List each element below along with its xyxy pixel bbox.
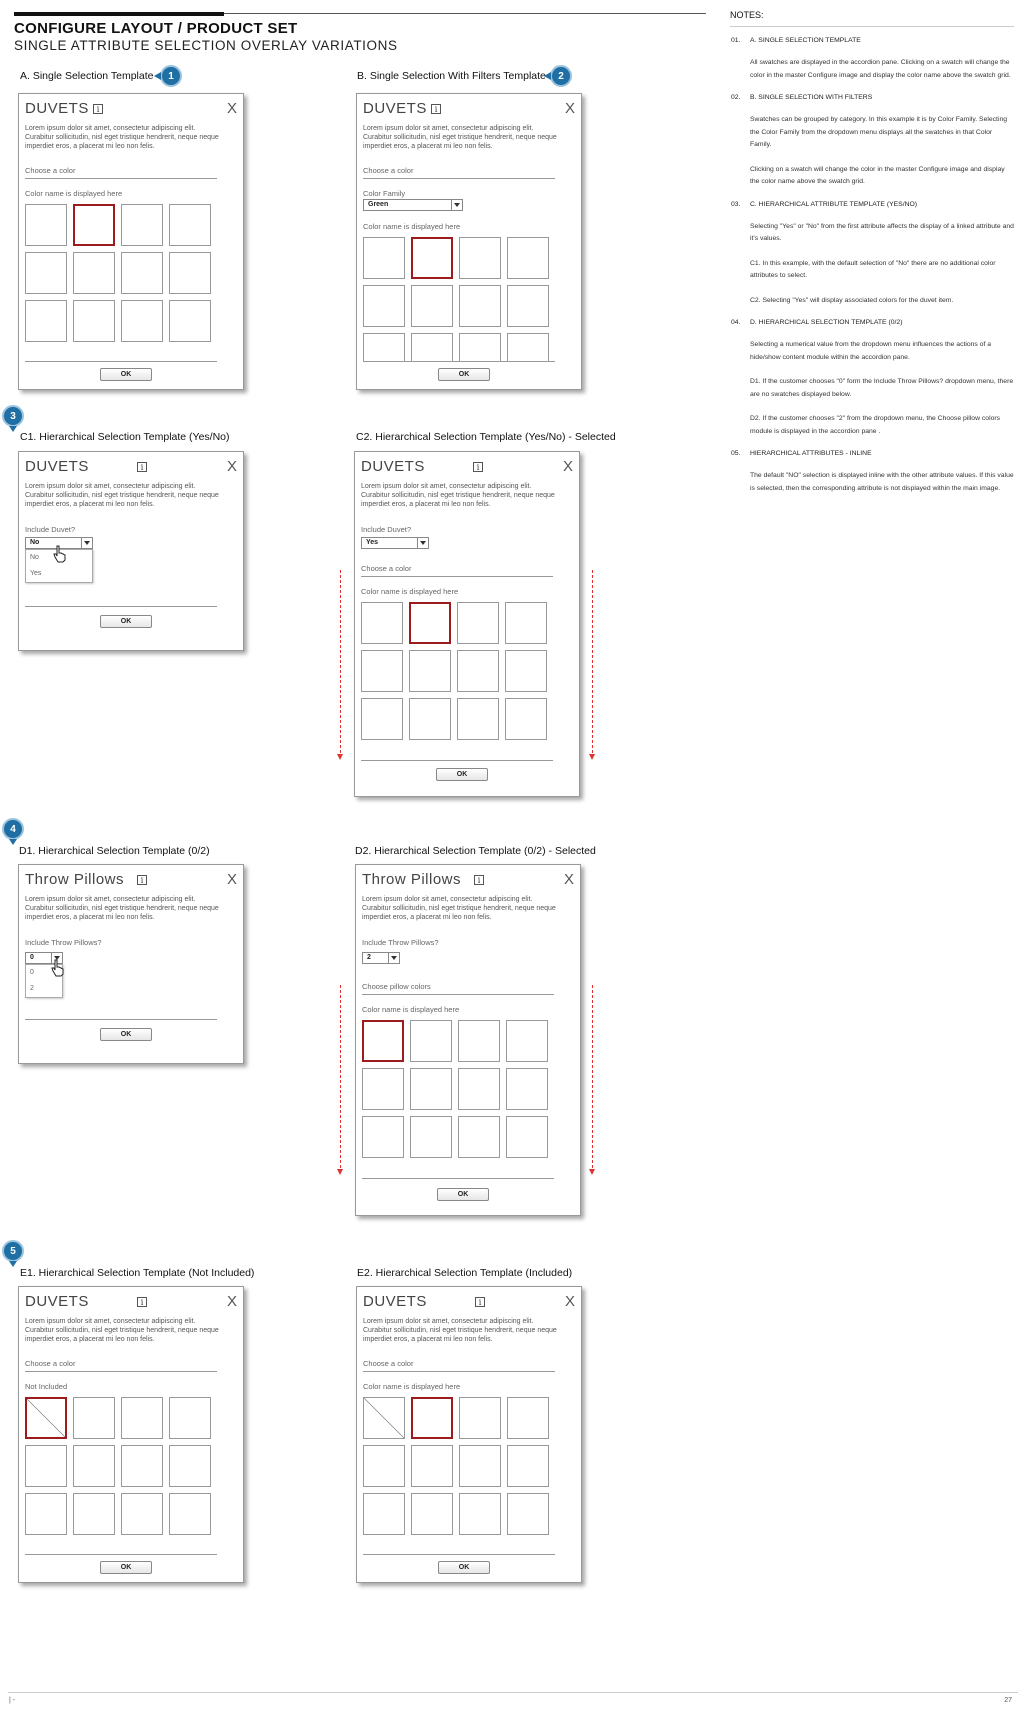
swatch-grid: [361, 602, 547, 740]
divider: [25, 606, 217, 607]
swatch[interactable]: [73, 300, 115, 342]
close-button[interactable]: X: [564, 100, 575, 117]
dropdown-value: 0: [30, 954, 34, 961]
close-button[interactable]: X: [563, 871, 574, 888]
swatch[interactable]: [507, 1493, 549, 1535]
swatch[interactable]: [459, 1493, 501, 1535]
flow-arrow-down: [340, 570, 341, 758]
dialog-d1: [18, 864, 244, 1064]
note-04-heading: [730, 319, 1015, 326]
swatch[interactable]: [361, 602, 403, 644]
notes-panel: [730, 10, 1015, 507]
dialog-e1: [18, 1286, 244, 1583]
dialog-description: Lorem ipsum dolor sit amet, consectetur adipiscing elit. Curabitur sollicitudin, nisl eget tristique hendrerit, neque neque imperdiet eros, a placerat mi leo non felis.: [25, 125, 219, 150]
close-button[interactable]: X: [226, 1293, 237, 1310]
note-01-heading: [730, 37, 1015, 44]
note-heading-text: C. HIERARCHICAL ATTRIBUTE TEMPLATE (YES/NO): [750, 200, 918, 208]
dropdown-value: 2: [367, 954, 371, 961]
dialog-title: DUVETS: [363, 100, 427, 117]
swatch-selected[interactable]: [409, 602, 451, 644]
swatch[interactable]: [457, 602, 499, 644]
footer-rule: [8, 1692, 1018, 1693]
info-icon[interactable]: i: [473, 462, 483, 472]
swatch[interactable]: [411, 285, 453, 327]
divider: [363, 1554, 555, 1555]
swatch-not-included[interactable]: [25, 1397, 67, 1439]
swatch[interactable]: [363, 285, 405, 327]
info-icon[interactable]: i: [474, 875, 484, 885]
ok-button[interactable]: OK: [100, 1561, 152, 1574]
dialog-c2: [354, 451, 580, 797]
swatch[interactable]: [169, 204, 211, 246]
flow-arrow-down: [592, 985, 593, 1173]
color-family-label: Color Family: [363, 189, 406, 198]
divider: [362, 1178, 554, 1179]
swatch[interactable]: [169, 252, 211, 294]
swatch[interactable]: [459, 1397, 501, 1439]
swatch-grid: [363, 237, 549, 361]
swatch[interactable]: [409, 698, 451, 740]
include-pillows-label: Include Throw Pillows?: [362, 938, 439, 947]
swatch[interactable]: [361, 650, 403, 692]
swatch[interactable]: [507, 237, 549, 279]
notes-title: NOTES:: [730, 10, 764, 20]
swatch[interactable]: [121, 1493, 163, 1535]
swatch[interactable]: [121, 1397, 163, 1439]
swatch[interactable]: [505, 602, 547, 644]
swatch[interactable]: [25, 252, 67, 294]
swatch[interactable]: [457, 698, 499, 740]
note-paragraph: Selecting "Yes" or "No" from the first attribute affects the display of a linked attribute and it's values.: [750, 222, 1014, 242]
note-number: 05.: [731, 450, 741, 457]
swatch[interactable]: [507, 1397, 549, 1439]
include-pillows-dropdown[interactable]: [362, 952, 400, 964]
note-number: 04.: [731, 319, 741, 326]
ok-button[interactable]: OK: [438, 1561, 490, 1574]
dropdown-value: Yes: [366, 539, 379, 546]
dialog-description: Lorem ipsum dolor sit amet, consectetur adipiscing elit. Curabitur sollicitudin, nisl eget tristique hendrerit, neque neque imperdiet eros, a placerat mi leo non felis.: [361, 483, 555, 508]
ok-button[interactable]: OK: [100, 1028, 152, 1041]
swatch[interactable]: [459, 237, 501, 279]
info-icon[interactable]: i: [93, 104, 103, 114]
callout-badge-5: 5: [2, 1240, 24, 1262]
note-heading-text: A. SINGLE SELECTION TEMPLATE: [750, 37, 861, 44]
panel-label-e2: E2. Hierarchical Selection Template (Included): [357, 1267, 573, 1279]
note-number: 01.: [731, 37, 741, 44]
ok-button[interactable]: OK: [100, 615, 152, 628]
color-name-label: Color name is displayed here: [363, 222, 461, 231]
info-icon[interactable]: i: [431, 104, 441, 114]
dialog-title: Throw Pillows: [362, 871, 462, 888]
swatch[interactable]: [411, 1493, 453, 1535]
include-pillows-label: Include Throw Pillows?: [25, 938, 102, 947]
note-paragraph: C1. In this example, with the default selection of "No" there are no additional color attributes to select.: [750, 259, 996, 279]
swatch-grid: [362, 1020, 548, 1158]
swatch[interactable]: [121, 204, 163, 246]
color-name-label: Color name is displayed here: [363, 1382, 461, 1391]
dialog-title: DUVETS: [361, 458, 425, 475]
chevron-down-icon: [417, 538, 428, 548]
flow-arrow-down: [592, 570, 593, 758]
swatch[interactable]: [363, 237, 405, 279]
dialog-description: Lorem ipsum dolor sit amet, consectetur adipiscing elit. Curabitur sollicitudin, nisl eget tristique hendrerit, neque neque imperdiet eros, a placerat mi leo non felis.: [363, 125, 557, 150]
note-paragraph: D1. If the customer chooses "0" form the Include Throw Pillows? dropdown menu, there are no swatches displayed below.: [750, 378, 1014, 398]
dialog-title: DUVETS: [363, 1293, 427, 1310]
dropdown-option-yes[interactable]: Yes: [30, 570, 42, 577]
chevron-down-icon: [81, 538, 92, 548]
callout-badge-4: 4: [2, 818, 24, 840]
close-button[interactable]: X: [226, 871, 237, 888]
swatch[interactable]: [507, 333, 549, 361]
note-paragraph: Selecting a numerical value from the dropdown menu influences the actions of a hide/show content module within the accordion pane.: [750, 341, 992, 361]
dropdown-value: Green: [368, 201, 389, 208]
panel-label-d1: D1. Hierarchical Selection Template (0/2): [19, 845, 210, 857]
swatch[interactable]: [363, 1445, 405, 1487]
panel-label-e1: E1. Hierarchical Selection Template (Not Included): [20, 1267, 255, 1279]
hand-cursor-icon: [53, 545, 67, 563]
divider: [361, 576, 553, 577]
note-heading-text: B. SINGLE SELECTION WITH FILTERS: [750, 94, 873, 101]
swatch[interactable]: [73, 1397, 115, 1439]
choose-pillow-label: Choose pillow colors: [362, 982, 431, 991]
color-name-label: Color name is displayed here: [362, 1005, 460, 1014]
swatch[interactable]: [505, 698, 547, 740]
dialog-title: DUVETS: [25, 458, 89, 475]
divider: [25, 1371, 217, 1372]
divider: [363, 178, 555, 179]
swatch[interactable]: [361, 698, 403, 740]
info-icon[interactable]: i: [475, 1297, 485, 1307]
dialog-c1: [18, 451, 244, 651]
divider: [362, 994, 554, 995]
choose-color-label: Choose a color: [361, 564, 412, 573]
callout-badge-3: 3: [2, 405, 24, 427]
swatch[interactable]: [25, 300, 67, 342]
dropdown-option-0[interactable]: 0: [30, 969, 34, 976]
ok-button[interactable]: OK: [438, 368, 490, 381]
swatch-selected[interactable]: [411, 237, 453, 279]
panel-label-d2: D2. Hierarchical Selection Template (0/2) - Selected: [355, 845, 596, 857]
color-name-label: Color name is displayed here: [25, 189, 123, 198]
close-button[interactable]: X: [226, 100, 237, 117]
hand-cursor-icon: [51, 959, 65, 977]
info-icon[interactable]: i: [137, 875, 147, 885]
dropdown-option-2[interactable]: 2: [30, 985, 34, 992]
swatch[interactable]: [459, 333, 501, 361]
swatch[interactable]: [169, 1397, 211, 1439]
swatch[interactable]: [169, 1493, 211, 1535]
swatch[interactable]: [362, 1068, 404, 1110]
swatch[interactable]: [362, 1116, 404, 1158]
dialog-title: Throw Pillows: [25, 871, 125, 888]
swatch[interactable]: [73, 252, 115, 294]
dialog-description: Lorem ipsum dolor sit amet, consectetur adipiscing elit. Curabitur sollicitudin, nisl eget tristique hendrerit, neque neque imperdiet eros, a placerat mi leo non felis.: [25, 483, 219, 508]
swatch[interactable]: [73, 1445, 115, 1487]
swatch[interactable]: [459, 285, 501, 327]
ok-button[interactable]: OK: [100, 368, 152, 381]
swatch[interactable]: [169, 1445, 211, 1487]
dropdown-value: No: [30, 539, 40, 546]
note-number: 02.: [731, 94, 741, 101]
info-icon[interactable]: i: [137, 1297, 147, 1307]
notes-divider: [730, 26, 1014, 27]
swatch[interactable]: [411, 1445, 453, 1487]
chevron-down-icon: [388, 953, 399, 963]
swatch-grid: [25, 1397, 211, 1535]
swatch[interactable]: [410, 1068, 452, 1110]
header-rule-thin: [224, 13, 706, 14]
not-included-label: Not Included: [25, 1382, 68, 1391]
swatch[interactable]: [25, 1493, 67, 1535]
chevron-down-icon: [451, 200, 462, 210]
swatch[interactable]: [459, 1445, 501, 1487]
note-paragraph: All swatches are displayed in the accordion pane. Clicking on a swatch will change the color in the master Configure image and display the color name above the swatch grid.: [750, 59, 1011, 79]
page-subtitle: SINGLE ATTRIBUTE SELECTION OVERLAY VARIATIONS: [14, 38, 398, 53]
info-icon[interactable]: i: [137, 462, 147, 472]
divider: [25, 1019, 217, 1020]
dialog-description: Lorem ipsum dolor sit amet, consectetur adipiscing elit. Curabitur sollicitudin, nisl eget tristique hendrerit, neque neque imperdiet eros, a placerat mi leo non felis.: [25, 896, 219, 921]
panel-label-b: B. Single Selection With Filters Template: [357, 70, 546, 82]
include-duvet-label: Include Duvet?: [25, 525, 76, 534]
swatch[interactable]: [506, 1068, 548, 1110]
page-title: CONFIGURE LAYOUT / PRODUCT SET: [14, 20, 298, 37]
dialog-description: Lorem ipsum dolor sit amet, consectetur adipiscing elit. Curabitur sollicitudin, nisl eget tristique hendrerit, neque neque imperdiet eros, a placerat mi leo non felis.: [362, 896, 556, 921]
note-paragraph: D2. If the customer chooses "2" from the dropdown menu, the Choose pillow colors module is displayed in the accordion pane .: [750, 415, 1001, 435]
note-heading-text: D. HIERARCHICAL SELECTION TEMPLATE (0/2): [750, 319, 903, 326]
panel-label-a: A. Single Selection Template: [20, 70, 154, 82]
ok-button[interactable]: OK: [437, 1188, 489, 1201]
dialog-description: Lorem ipsum dolor sit amet, consectetur adipiscing elit. Curabitur sollicitudin, nisl eget tristique hendrerit, neque neque imperdiet eros, a placerat mi leo non felis.: [363, 1318, 557, 1343]
dialog-e2: [356, 1286, 582, 1583]
swatch[interactable]: [410, 1116, 452, 1158]
swatch[interactable]: [411, 333, 453, 361]
ok-button[interactable]: OK: [436, 768, 488, 781]
swatch[interactable]: [457, 650, 499, 692]
swatch-scroll-area: [363, 237, 559, 361]
swatch[interactable]: [121, 1445, 163, 1487]
divider: [25, 361, 217, 362]
swatch[interactable]: [73, 1493, 115, 1535]
flow-arrow-down: [340, 985, 341, 1173]
choose-color-label: Choose a color: [363, 166, 414, 175]
header-rule-thick: [14, 12, 224, 16]
include-duvet-label: Include Duvet?: [361, 525, 412, 534]
callout-badge-1: 1: [160, 65, 182, 87]
dialog-b: [356, 93, 582, 390]
page-number: 27: [1004, 1697, 1012, 1704]
swatch[interactable]: [507, 285, 549, 327]
dialog-a: [18, 93, 244, 390]
note-03-heading: [730, 201, 1015, 208]
swatch[interactable]: [25, 1445, 67, 1487]
swatch[interactable]: [169, 300, 211, 342]
swatch[interactable]: [506, 1020, 548, 1062]
swatch[interactable]: [409, 650, 451, 692]
note-02-heading: [730, 94, 1015, 101]
dialog-title: DUVETS: [25, 100, 89, 117]
divider: [363, 1371, 555, 1372]
note-paragraph: Swatches can be grouped by category. In this example it is by Color Family. Selecting the Color Family from the dropdown menu displays all the swatches in that Color Family.: [750, 116, 1008, 148]
swatch[interactable]: [121, 252, 163, 294]
swatch[interactable]: [505, 650, 547, 692]
callout-badge-2: 2: [550, 65, 572, 87]
note-paragraph: The default "NO" selection is displayed inline with the other attribute values. If this value is selected, then the corresponding attribute is not displayed within the main image.: [750, 472, 1014, 492]
divider: [361, 760, 553, 761]
swatch[interactable]: [410, 1020, 452, 1062]
swatch[interactable]: [363, 1493, 405, 1535]
swatch[interactable]: [25, 204, 67, 246]
divider: [25, 178, 217, 179]
swatch-selected[interactable]: [362, 1020, 404, 1062]
note-paragraph: C2. Selecting "Yes" will display associated colors for the duvet item.: [750, 296, 954, 304]
swatch[interactable]: [458, 1068, 500, 1110]
dialog-title: DUVETS: [25, 1293, 89, 1310]
include-duvet-dropdown[interactable]: [361, 537, 429, 549]
divider: [25, 1554, 217, 1555]
panel-label-c1: C1. Hierarchical Selection Template (Yes/No): [20, 431, 230, 443]
swatch[interactable]: [506, 1116, 548, 1158]
swatch-selected[interactable]: [411, 1397, 453, 1439]
swatch[interactable]: [507, 1445, 549, 1487]
swatch[interactable]: [363, 333, 405, 361]
note-05-heading: [730, 450, 1015, 457]
note-paragraph: Clicking on a swatch will change the color in the master Configure image and display the color name above the swatch grid.: [750, 165, 1005, 185]
swatch-selected[interactable]: [73, 204, 115, 246]
choose-color-label: Choose a color: [25, 1359, 76, 1368]
dialog-description: Lorem ipsum dolor sit amet, consectetur adipiscing elit. Curabitur sollicitudin, nisl eget tristique hendrerit, neque neque imperdiet eros, a placerat mi leo non felis.: [25, 1318, 219, 1343]
swatch-not-included[interactable]: [363, 1397, 405, 1439]
note-number: 03.: [731, 200, 741, 208]
swatch-grid: [363, 1397, 549, 1535]
color-name-label: Color name is displayed here: [361, 587, 459, 596]
note-heading-text: HIERARCHICAL ATTRIBUTES - INLINE: [750, 450, 872, 457]
swatch-grid: [25, 204, 211, 342]
choose-color-label: Choose a color: [363, 1359, 414, 1368]
divider: [363, 361, 555, 362]
swatch[interactable]: [121, 300, 163, 342]
swatch[interactable]: [458, 1020, 500, 1062]
swatch[interactable]: [458, 1116, 500, 1158]
close-button[interactable]: X: [226, 458, 237, 475]
color-family-dropdown[interactable]: [363, 199, 463, 211]
dialog-d2: [355, 864, 581, 1216]
footer-left-text: | -: [9, 1697, 16, 1704]
choose-color-label: Choose a color: [25, 166, 76, 175]
close-button[interactable]: X: [562, 458, 573, 475]
dropdown-option-no[interactable]: No: [30, 554, 39, 561]
close-button[interactable]: X: [564, 1293, 575, 1310]
panel-label-c2: C2. Hierarchical Selection Template (Yes/No) - Selected: [356, 431, 616, 443]
